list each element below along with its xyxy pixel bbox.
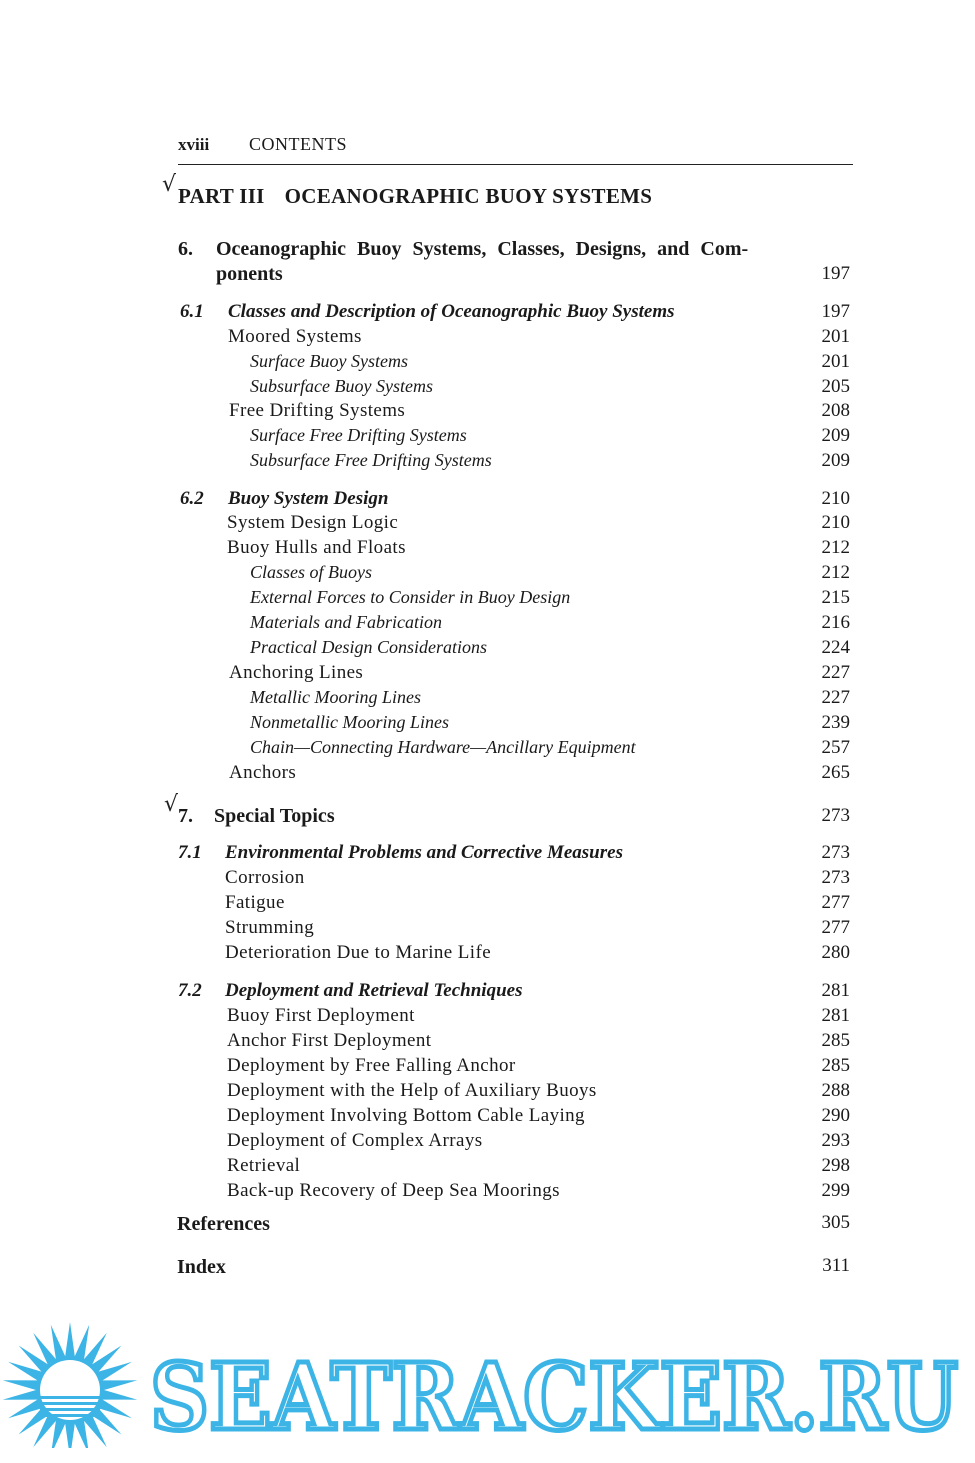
toc-page: 205	[821, 376, 850, 397]
toc-entry: Deployment Involving Bottom Cable Laying	[227, 1105, 585, 1126]
toc-entry: Anchor First Deployment	[227, 1030, 432, 1051]
checkmark-icon: √	[164, 792, 179, 817]
toc-page: 224	[821, 637, 850, 658]
toc-page: 227	[821, 662, 850, 683]
toc-entry: Subsurface Free Drifting Systems	[250, 450, 492, 470]
chapter-7-number: 7.	[178, 805, 193, 827]
section-6-1-title: Classes and Description of Oceanographic Buoy Systems	[228, 301, 675, 322]
section-6-2-number: 6.2	[180, 488, 204, 509]
sun-wave	[40, 1396, 100, 1399]
section-6-1-page: 197	[821, 301, 850, 322]
toc-page: 265	[821, 762, 850, 783]
sun-burst-icon	[3, 1322, 138, 1448]
header-rule	[178, 164, 853, 165]
chapter-6-title-line1: Oceanographic Buoy Systems, Classes, Designs, and Com-	[216, 238, 749, 260]
toc-page: 215	[821, 587, 850, 608]
toc-entry: Anchors	[229, 762, 297, 783]
toc-page: 239	[821, 712, 850, 733]
section-6-2-page: 210	[821, 488, 850, 509]
toc-page: 280	[821, 942, 850, 963]
toc-entry: Buoy Hulls and Floats	[227, 537, 406, 558]
references-label: References	[177, 1213, 270, 1235]
watermark-graphic	[0, 1318, 975, 1448]
toc-page: 290	[821, 1105, 850, 1126]
running-header-title: CONTENTS	[249, 134, 347, 154]
section-7-2-number: 7.2	[178, 980, 202, 1001]
toc-page: 293	[821, 1130, 850, 1151]
toc-entry: Buoy First Deployment	[227, 1005, 415, 1026]
sun-wave	[40, 1402, 100, 1405]
toc-page: 298	[821, 1155, 850, 1176]
watermark	[0, 1318, 975, 1448]
toc-entry: Deployment by Free Falling Anchor	[227, 1055, 516, 1076]
index-page: 311	[822, 1255, 850, 1276]
section-7-2-title: Deployment and Retrieval Techniques	[225, 980, 523, 1001]
toc-entry: Retrieval	[227, 1155, 301, 1176]
watermark-text: SEATRACKER.RU	[150, 1343, 958, 1448]
toc-entry: Deployment with the Help of Auxiliary Buoys	[227, 1080, 597, 1101]
toc-entry: Subsurface Buoy Systems	[250, 376, 433, 396]
part-heading	[178, 184, 652, 209]
toc-entry: Nonmetallic Mooring Lines	[250, 712, 449, 732]
toc-page: 277	[821, 892, 850, 913]
section-6-2-title: Buoy System Design	[228, 488, 389, 509]
references-page: 305	[821, 1212, 850, 1233]
toc-entry: Classes of Buoys	[250, 562, 373, 582]
toc-entry: Fatigue	[225, 892, 285, 913]
section-6-1-number: 6.1	[180, 301, 204, 322]
toc-entry: Materials and Fabrication	[250, 612, 442, 632]
section-7-1-number: 7.1	[178, 842, 202, 863]
checkmark-icon: √	[162, 172, 177, 197]
toc-page: 281	[821, 1005, 850, 1026]
toc-page: 288	[821, 1080, 850, 1101]
section-7-2-page: 281	[821, 980, 850, 1001]
part-title: OCEANOGRAPHIC BUOY SYSTEMS	[284, 184, 653, 208]
toc-page: 299	[821, 1180, 850, 1201]
toc-page: 201	[821, 351, 850, 372]
toc-page: 208	[821, 400, 850, 421]
toc-page: 201	[821, 326, 850, 347]
toc-page: 285	[821, 1030, 850, 1051]
page-number-roman: xviii	[178, 135, 210, 154]
index-label: Index	[177, 1256, 226, 1278]
toc-entry: External Forces to Consider in Buoy Design	[250, 587, 571, 607]
toc-entry: Strumming	[225, 917, 315, 938]
sun-wave	[40, 1414, 100, 1417]
toc-entry: Back-up Recovery of Deep Sea Moorings	[227, 1180, 560, 1201]
toc-entry: Deterioration Due to Marine Life	[225, 942, 492, 963]
section-7-1-title: Environmental Problems and Corrective Measures	[225, 842, 623, 863]
toc-page: 212	[821, 537, 850, 558]
toc-page: 257	[821, 737, 850, 758]
toc-entry: Free Drifting Systems	[229, 400, 406, 421]
toc-page: 227	[821, 687, 850, 708]
chapter-6-number: 6.	[178, 238, 193, 260]
sun-wave	[40, 1408, 100, 1411]
toc-page: 212	[821, 562, 850, 583]
toc-page: 210	[821, 512, 850, 533]
toc-entry: Surface Buoy Systems	[250, 351, 408, 371]
toc-page: 273	[821, 867, 850, 888]
chapter-7-title: Special Topics	[214, 805, 335, 827]
chapter-6-title-line2: ponents	[216, 263, 283, 285]
toc-entry: Chain—Connecting Hardware—Ancillary Equipment	[250, 737, 636, 757]
part-label: PART III	[178, 184, 265, 208]
toc-entry: Corrosion	[225, 867, 305, 888]
chapter-6-page: 197	[821, 263, 850, 284]
section-7-1-page: 273	[821, 842, 850, 863]
toc-entry: Metallic Mooring Lines	[250, 687, 421, 707]
toc-page: 285	[821, 1055, 850, 1076]
chapter-7-page: 273	[821, 805, 850, 826]
toc-page: 209	[821, 425, 850, 446]
toc-entry: Surface Free Drifting Systems	[250, 425, 467, 445]
toc-entry: System Design Logic	[227, 512, 399, 533]
toc-page: 209	[821, 450, 850, 471]
toc-entry: Moored Systems	[228, 326, 362, 347]
toc-entry: Deployment of Complex Arrays	[227, 1130, 483, 1151]
toc-page: 277	[821, 917, 850, 938]
toc-entry: Practical Design Considerations	[250, 637, 487, 657]
toc-page: 216	[821, 612, 850, 633]
toc-entry: Anchoring Lines	[229, 662, 364, 683]
